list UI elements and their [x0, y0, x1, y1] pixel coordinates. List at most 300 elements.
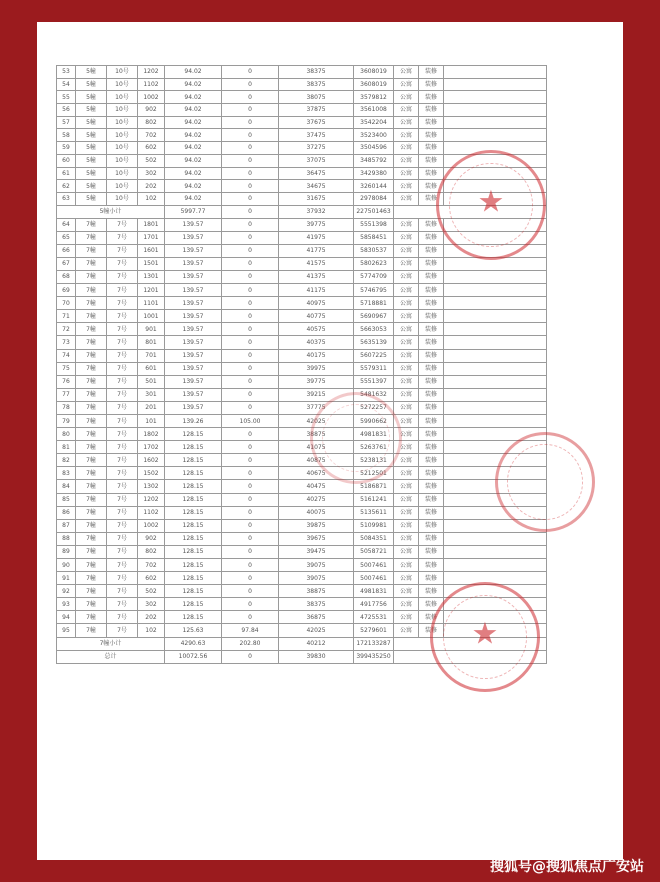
table-cell: 37932	[279, 205, 354, 218]
table-cell: 装修	[419, 142, 444, 155]
table-cell: 装修	[419, 545, 444, 558]
table-cell: 10号	[107, 78, 138, 91]
table-cell: 38375	[279, 598, 354, 611]
table-cell: 公寓	[394, 428, 419, 441]
table-cell: 802	[138, 545, 165, 558]
table-cell: 1101	[138, 297, 165, 310]
table-cell: 37875	[279, 104, 354, 117]
table-cell: 装修	[419, 284, 444, 297]
table-cell: 公寓	[394, 167, 419, 180]
table-cell: 0	[222, 441, 279, 454]
table-cell: 0	[222, 572, 279, 585]
table-cell: 7幢	[76, 572, 107, 585]
table-cell: 1802	[138, 428, 165, 441]
table-cell: 0	[222, 493, 279, 506]
star-icon: ★	[477, 184, 505, 220]
table-cell: 139.57	[165, 218, 222, 231]
table-cell: 10号	[107, 66, 138, 79]
table-cell: 5186871	[354, 480, 394, 493]
table-cell: 7幢	[76, 362, 107, 375]
table-cell: 公寓	[394, 519, 419, 532]
table-cell: 37275	[279, 142, 354, 155]
table-cell: 3523400	[354, 129, 394, 142]
table-cell: 64	[57, 218, 76, 231]
table-cell: 公寓	[394, 559, 419, 572]
table-cell: 5幢	[76, 66, 107, 79]
table-cell: 1502	[138, 467, 165, 480]
table-row	[57, 506, 547, 519]
table-cell: 5幢	[76, 192, 107, 205]
table-cell: 10号	[107, 91, 138, 104]
table-cell	[444, 388, 547, 401]
table-cell: 5830537	[354, 244, 394, 257]
star-icon: ★	[471, 616, 499, 652]
table-cell: 5997.77	[165, 205, 222, 218]
table-cell: 装修	[419, 624, 444, 637]
table-cell: 7号	[107, 401, 138, 414]
table-cell: 0	[222, 388, 279, 401]
table-row	[57, 284, 547, 297]
table-cell: 装修	[419, 244, 444, 257]
table-cell: 139.57	[165, 310, 222, 323]
table-cell: 5幢	[76, 154, 107, 167]
table-cell: 139.57	[165, 284, 222, 297]
table-cell: 5774709	[354, 270, 394, 283]
table-cell: 装修	[419, 336, 444, 349]
table-cell: 39075	[279, 572, 354, 585]
table-cell: 227501463	[354, 205, 394, 218]
table-cell: 86	[57, 506, 76, 519]
table-cell: 39675	[279, 532, 354, 545]
table-cell: 7幢	[76, 244, 107, 257]
table-cell: 89	[57, 545, 76, 558]
table-cell: 公寓	[394, 598, 419, 611]
table-cell: 7幢	[76, 401, 107, 414]
table-cell: 139.57	[165, 362, 222, 375]
table-cell: 装修	[419, 104, 444, 117]
table-cell: 139.57	[165, 375, 222, 388]
table-cell: 601	[138, 362, 165, 375]
table-cell: 7幢	[76, 284, 107, 297]
table-cell: 7号	[107, 598, 138, 611]
table-cell: 1201	[138, 284, 165, 297]
table-cell: 1301	[138, 270, 165, 283]
table-cell: 102	[138, 192, 165, 205]
table-cell: 701	[138, 349, 165, 362]
table-cell: 0	[222, 180, 279, 193]
table-cell: 公寓	[394, 231, 419, 244]
table-cell: 0	[222, 467, 279, 480]
table-row	[57, 349, 547, 362]
table-cell: 0	[222, 284, 279, 297]
table-cell: 5802623	[354, 257, 394, 270]
table-cell: 公寓	[394, 545, 419, 558]
table-cell: 7幢	[76, 598, 107, 611]
table-cell: 41575	[279, 257, 354, 270]
table-cell: 5058721	[354, 545, 394, 558]
table-row	[57, 545, 547, 558]
table-cell: 7号	[107, 480, 138, 493]
table-cell	[444, 116, 547, 129]
table-cell: 0	[222, 532, 279, 545]
table-cell: 37475	[279, 129, 354, 142]
table-row	[57, 454, 547, 467]
table-cell: 37675	[279, 116, 354, 129]
table-cell: 公寓	[394, 192, 419, 205]
table-cell: 7幢	[76, 493, 107, 506]
table-cell: 41175	[279, 284, 354, 297]
table-cell: 4981831	[354, 585, 394, 598]
table-cell: 202.80	[222, 637, 279, 650]
table-cell: 128.15	[165, 493, 222, 506]
table-cell: 7幢	[76, 218, 107, 231]
table-cell: 7幢	[76, 480, 107, 493]
table-cell	[444, 414, 547, 427]
table-row	[57, 336, 547, 349]
table-cell: 7号	[107, 257, 138, 270]
table-cell: 59	[57, 142, 76, 155]
table-cell: 5663053	[354, 323, 394, 336]
table-cell: 1302	[138, 480, 165, 493]
table-cell: 7号	[107, 585, 138, 598]
table-row	[57, 310, 547, 323]
table-cell: 139.26	[165, 414, 222, 427]
table-cell: 71	[57, 310, 76, 323]
table-row	[57, 257, 547, 270]
table-row	[57, 559, 547, 572]
table-cell: 装修	[419, 66, 444, 79]
table-cell: 5007461	[354, 572, 394, 585]
table-row	[57, 441, 547, 454]
table-cell: 1002	[138, 91, 165, 104]
table-cell: 0	[222, 104, 279, 117]
table-cell: 128.15	[165, 441, 222, 454]
table-row	[57, 428, 547, 441]
table-cell	[444, 78, 547, 91]
table-cell: 公寓	[394, 532, 419, 545]
table-cell: 128.15	[165, 572, 222, 585]
table-cell: 公寓	[394, 257, 419, 270]
table-cell: 38875	[279, 585, 354, 598]
table-cell: 装修	[419, 218, 444, 231]
table-row	[57, 129, 547, 142]
table-cell: 95	[57, 624, 76, 637]
table-cell: 56	[57, 104, 76, 117]
table-row	[57, 388, 547, 401]
table-cell: 装修	[419, 297, 444, 310]
table-cell: 94.02	[165, 192, 222, 205]
table-cell: 装修	[419, 441, 444, 454]
table-cell: 57	[57, 116, 76, 129]
table-cell: 4725531	[354, 611, 394, 624]
table-row	[57, 375, 547, 388]
table-cell: 1002	[138, 519, 165, 532]
table-cell: 7幢	[76, 532, 107, 545]
table-cell: 装修	[419, 231, 444, 244]
table-cell: 10号	[107, 104, 138, 117]
table-cell: 94.02	[165, 91, 222, 104]
table-cell: 7幢	[76, 388, 107, 401]
table-cell: 公寓	[394, 180, 419, 193]
table-cell: 3429380	[354, 167, 394, 180]
table-cell: 1202	[138, 493, 165, 506]
table-cell	[444, 375, 547, 388]
table-cell: 7幢	[76, 611, 107, 624]
table-cell: 7号	[107, 611, 138, 624]
table-cell: 7幢	[76, 414, 107, 427]
table-cell: 93	[57, 598, 76, 611]
table-cell: 公寓	[394, 493, 419, 506]
table-cell: 94.02	[165, 78, 222, 91]
table-cell: 70	[57, 297, 76, 310]
table-cell: 装修	[419, 349, 444, 362]
table-cell: 39075	[279, 559, 354, 572]
table-cell: 4981831	[354, 428, 394, 441]
table-row	[57, 323, 547, 336]
table-row	[57, 480, 547, 493]
table-cell: 7号	[107, 388, 138, 401]
table-cell: 139.57	[165, 349, 222, 362]
table-cell: 公寓	[394, 506, 419, 519]
table-cell: 202	[138, 180, 165, 193]
table-cell: 装修	[419, 310, 444, 323]
table-cell: 36875	[279, 611, 354, 624]
table-cell	[444, 284, 547, 297]
table-cell: 装修	[419, 180, 444, 193]
table-cell: 3608019	[354, 78, 394, 91]
table-cell: 602	[138, 572, 165, 585]
table-cell: 501	[138, 375, 165, 388]
table-cell: 7号	[107, 624, 138, 637]
table-cell: 39775	[279, 218, 354, 231]
table-cell: 139.57	[165, 388, 222, 401]
table-cell: 公寓	[394, 480, 419, 493]
table-cell: 2978084	[354, 192, 394, 205]
seal-ring	[322, 404, 391, 473]
table-cell: 802	[138, 116, 165, 129]
table-cell: 0	[222, 559, 279, 572]
table-cell: 7幢小计	[57, 637, 165, 650]
table-cell: 7幢	[76, 506, 107, 519]
table-cell: 5551397	[354, 375, 394, 388]
table-cell: 302	[138, 598, 165, 611]
table-cell: 502	[138, 154, 165, 167]
table-cell: 4290.63	[165, 637, 222, 650]
table-cell: 公寓	[394, 611, 419, 624]
table-cell: 5幢	[76, 142, 107, 155]
table-row	[57, 493, 547, 506]
table-cell: 399435250	[354, 650, 394, 663]
table-cell: 7号	[107, 414, 138, 427]
table-cell: 公寓	[394, 218, 419, 231]
table-cell: 7幢	[76, 310, 107, 323]
table-row	[57, 401, 547, 414]
table-cell: 10072.56	[165, 650, 222, 663]
table-cell: 37075	[279, 154, 354, 167]
table-cell: 装修	[419, 154, 444, 167]
table-cell: 38075	[279, 91, 354, 104]
table-cell: 41975	[279, 231, 354, 244]
table-cell: 装修	[419, 480, 444, 493]
table-cell: 5635139	[354, 336, 394, 349]
table-cell	[444, 336, 547, 349]
table-cell: 5幢	[76, 129, 107, 142]
table-cell: 5幢	[76, 167, 107, 180]
table-cell: 34675	[279, 180, 354, 193]
table-cell: 装修	[419, 388, 444, 401]
table-cell	[444, 66, 547, 79]
table-cell: 82	[57, 454, 76, 467]
table-cell: 装修	[419, 454, 444, 467]
table-cell: 3485792	[354, 154, 394, 167]
table-cell: 7号	[107, 284, 138, 297]
table-cell: 36475	[279, 167, 354, 180]
table-cell: 5990662	[354, 414, 394, 427]
table-cell: 87	[57, 519, 76, 532]
table-cell: 装修	[419, 572, 444, 585]
table-cell: 0	[222, 205, 279, 218]
table-cell: 63	[57, 192, 76, 205]
table-cell: 39215	[279, 388, 354, 401]
table-cell: 0	[222, 428, 279, 441]
table-cell: 装修	[419, 428, 444, 441]
table-cell	[444, 104, 547, 117]
table-cell: 公寓	[394, 336, 419, 349]
table-cell: 67	[57, 257, 76, 270]
table-cell	[444, 349, 547, 362]
table-cell	[444, 310, 547, 323]
table-cell: 装修	[419, 78, 444, 91]
table-cell: 0	[222, 650, 279, 663]
table-cell: 94.02	[165, 142, 222, 155]
table-cell: 702	[138, 129, 165, 142]
table-cell: 5212501	[354, 467, 394, 480]
table-cell: 90	[57, 559, 76, 572]
table-cell: 902	[138, 532, 165, 545]
table-cell: 5746795	[354, 284, 394, 297]
table-cell: 66	[57, 244, 76, 257]
table-cell	[444, 270, 547, 283]
table-cell: 7幢	[76, 624, 107, 637]
table-cell: 7号	[107, 467, 138, 480]
table-cell: 172133287	[354, 637, 394, 650]
table-cell: 139.57	[165, 297, 222, 310]
table-cell: 总计	[57, 650, 165, 663]
table-cell: 128.15	[165, 598, 222, 611]
table-cell: 41375	[279, 270, 354, 283]
table-cell: 139.57	[165, 270, 222, 283]
table-row	[57, 362, 547, 375]
table-cell: 40775	[279, 310, 354, 323]
table-cell: 装修	[419, 401, 444, 414]
table-cell: 装修	[419, 598, 444, 611]
table-cell: 40212	[279, 637, 354, 650]
table-cell: 7号	[107, 349, 138, 362]
table-cell: 76	[57, 375, 76, 388]
table-cell: 1701	[138, 231, 165, 244]
table-cell: 7号	[107, 572, 138, 585]
table-cell: 0	[222, 310, 279, 323]
table-row	[57, 66, 547, 79]
table-cell: 公寓	[394, 297, 419, 310]
table-cell: 公寓	[394, 375, 419, 388]
table-cell: 公寓	[394, 129, 419, 142]
table-cell: 7幢	[76, 441, 107, 454]
table-cell: 125.63	[165, 624, 222, 637]
table-cell: 5551398	[354, 218, 394, 231]
table-cell: 10号	[107, 154, 138, 167]
table-cell: 5579311	[354, 362, 394, 375]
table-cell: 40875	[279, 454, 354, 467]
table-cell: 72	[57, 323, 76, 336]
table-cell: 公寓	[394, 284, 419, 297]
table-cell: 128.15	[165, 454, 222, 467]
company-seal-bottom	[430, 582, 540, 692]
table-cell: 5幢	[76, 78, 107, 91]
table-cell: 75	[57, 362, 76, 375]
table-cell: 0	[222, 297, 279, 310]
table-cell: 公寓	[394, 154, 419, 167]
table-cell: 7幢	[76, 519, 107, 532]
table-cell: 139.57	[165, 231, 222, 244]
table-cell: 0	[222, 611, 279, 624]
table-cell: 94.02	[165, 154, 222, 167]
table-cell	[444, 559, 547, 572]
table-cell: 0	[222, 349, 279, 362]
table-cell: 公寓	[394, 270, 419, 283]
table-cell	[444, 545, 547, 558]
table-cell: 7幢	[76, 231, 107, 244]
table-cell: 54	[57, 78, 76, 91]
table-cell: 7号	[107, 231, 138, 244]
table-cell: 装修	[419, 257, 444, 270]
table-cell: 1001	[138, 310, 165, 323]
table-cell: 201	[138, 401, 165, 414]
table-cell: 公寓	[394, 624, 419, 637]
table-cell: 7号	[107, 297, 138, 310]
table-cell: 901	[138, 323, 165, 336]
table-cell: 40075	[279, 506, 354, 519]
table-cell: 装修	[419, 559, 444, 572]
table-cell: 5272257	[354, 401, 394, 414]
table-cell: 公寓	[394, 66, 419, 79]
table-cell: 81	[57, 441, 76, 454]
table-cell: 公寓	[394, 349, 419, 362]
table-cell: 128.15	[165, 506, 222, 519]
table-cell: 0	[222, 519, 279, 532]
seal-ring	[507, 444, 582, 519]
table-cell: 79	[57, 414, 76, 427]
table-cell: 0	[222, 218, 279, 231]
table-cell: 10号	[107, 180, 138, 193]
table-cell: 102	[138, 624, 165, 637]
table-cell: 1801	[138, 218, 165, 231]
table-cell: 1601	[138, 244, 165, 257]
table-cell: 4917756	[354, 598, 394, 611]
table-cell: 94	[57, 611, 76, 624]
table-cell: 10号	[107, 116, 138, 129]
table-cell: 7号	[107, 545, 138, 558]
table-cell: 0	[222, 454, 279, 467]
company-seal-right	[495, 432, 595, 532]
table-cell: 31675	[279, 192, 354, 205]
table-cell: 1602	[138, 454, 165, 467]
table-cell: 42025	[279, 624, 354, 637]
table-cell: 92	[57, 585, 76, 598]
table-cell: 7号	[107, 310, 138, 323]
table-cell: 7幢	[76, 428, 107, 441]
table-cell: 83	[57, 467, 76, 480]
